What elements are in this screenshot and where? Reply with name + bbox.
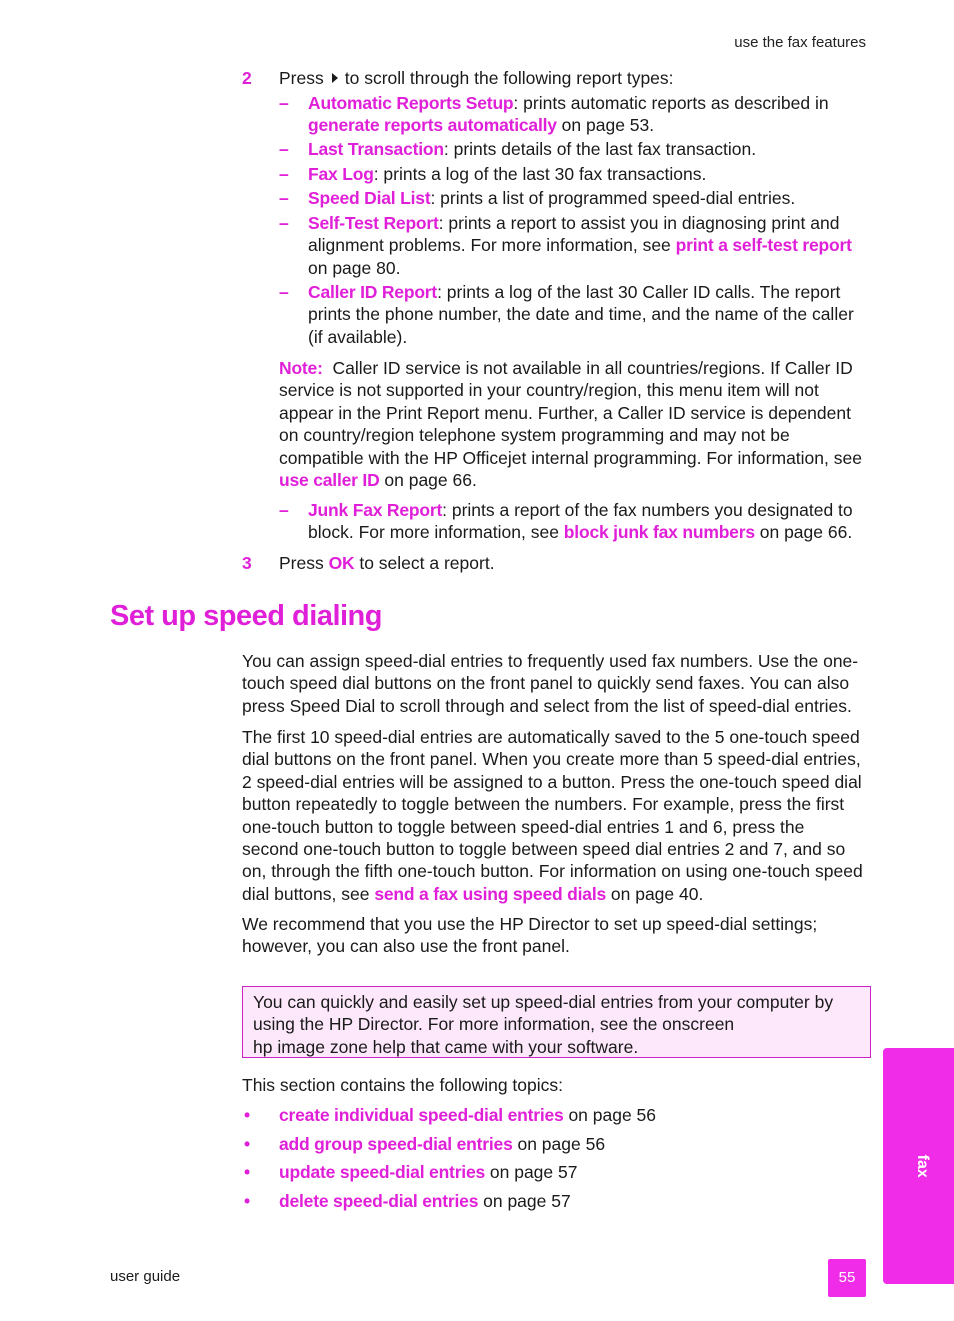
- step-number-2: 2: [242, 68, 252, 88]
- page-ref: on page 53.: [556, 115, 655, 136]
- step-2-rest: to scroll through the following report types:: [344, 68, 674, 88]
- report-name: Self-Test Report: [308, 213, 439, 233]
- bullet-dot: •: [244, 1190, 251, 1211]
- dash-bullet: –: [279, 139, 289, 159]
- report-name: Automatic Reports Setup: [308, 93, 514, 113]
- link-add-group-entries[interactable]: add group speed-dial entries: [279, 1133, 513, 1154]
- dash-bullet: –: [279, 213, 289, 233]
- page-ref: on page 66.: [379, 470, 477, 491]
- link-block-junk-fax[interactable]: block junk fax numbers: [563, 522, 755, 543]
- step-3-rest: to select a report.: [359, 553, 495, 573]
- page-ref: on page 56: [563, 1105, 657, 1125]
- paragraph-2-text: The first 10 speed-dial entries are automatically saved to the 5 one-touch speed dial buttons on the front panel. When you create more than 5 speed-dial entries, 2 speed-dial entries will be assigned to a button. Press the one-touch speed dial button repeatedly to toggle between the numbers. For example, press the first one-touch button to toggle between speed-dial entries 1 and 6, press the second one-touch button to toggle between speed dial entries 2 and 7, and so on, through the fifth one-touch button. For information on using one-touch speed dial buttons, see: [242, 727, 863, 904]
- page-ref: on page 66.: [754, 522, 853, 543]
- step-2-press: Press: [279, 68, 324, 88]
- bullet-dot: •: [244, 1162, 251, 1182]
- report-name: Fax Log: [308, 164, 374, 184]
- page-number: 55: [828, 1259, 866, 1297]
- report-name: Caller ID Report: [308, 282, 438, 302]
- page-ref: on page 40.: [606, 883, 704, 904]
- paragraph-2: [242, 726, 864, 905]
- report-desc: : prints a report of the fax numbers you designated to block. For more information, see: [308, 500, 853, 543]
- paragraph-1: You can assign speed-dial entries to frequently used fax numbers. Use the one-touch speed dial buttons on the front panel to quickly send faxes. You can also press Speed Dial to scroll through and select from the list of speed-dial entries.: [242, 651, 859, 716]
- list-item: [242, 1133, 842, 1162]
- bullet-dot: •: [244, 1133, 251, 1154]
- page-ref: on page 57: [485, 1162, 578, 1182]
- step-3-text: [279, 552, 495, 574]
- topics-list: [242, 1104, 842, 1218]
- link-delete-entries[interactable]: delete speed-dial entries: [279, 1190, 479, 1211]
- link-generate-reports[interactable]: generate reports automatically: [308, 115, 557, 136]
- dash-bullet: –: [279, 164, 289, 184]
- list-item: [242, 1190, 842, 1219]
- bullet-dot: •: [244, 1105, 251, 1125]
- report-name: Speed Dial List: [308, 188, 431, 208]
- dash-bullet: –: [279, 282, 289, 302]
- chapter-tab-label: fax: [913, 1154, 931, 1178]
- report-name: Junk Fax Report: [308, 500, 443, 520]
- step-3-press: Press: [279, 553, 324, 573]
- link-create-entries[interactable]: create individual speed-dial entries: [279, 1105, 564, 1125]
- report-desc: : prints automatic reports as described in: [513, 93, 829, 113]
- step-number-3: 3: [242, 553, 252, 573]
- note-text: Caller ID service is not available in all countries/regions. If Caller ID service is not supported in your country/region, this menu item will not appear in the Print Report menu. Further, a Caller ID service is dependent on country/region telephone system programming and may not be compatible with the HP Officejet internal programming. For information, see: [279, 358, 862, 468]
- dash-bullet: –: [279, 500, 289, 520]
- report-desc: : prints a log of the last 30 Caller ID calls. The report prints the phone number, the date and time, and the name of the caller (if available).: [308, 282, 854, 347]
- report-item-junk-fax: [279, 499, 864, 544]
- link-self-test-report[interactable]: print a self-test report: [675, 235, 852, 256]
- section-title: Set up speed dialing: [110, 600, 382, 632]
- tip-line-3: hp image zone help that came with your software.: [253, 1036, 639, 1057]
- tip-line-1: You can quickly and easily set up speed-dial entries from your computer by: [253, 992, 834, 1012]
- report-desc: : prints a report to assist you in diagnosing print and alignment problems. For more information, see: [308, 213, 840, 256]
- note-label: Note:: [279, 358, 323, 378]
- page-ref: on page 57: [478, 1190, 571, 1211]
- step-2-text: [279, 67, 674, 89]
- report-desc: : prints a log of the last 30 fax transactions.: [373, 164, 707, 184]
- paragraph-3: We recommend that you use the HP Director to set up speed-dial settings; however, you can also use the front panel.: [242, 914, 818, 957]
- report-name: Last Transaction: [308, 139, 444, 159]
- ok-button-label: OK: [328, 553, 355, 573]
- report-desc: : prints details of the last fax transaction.: [443, 139, 757, 159]
- report-item-speed-dial-list: [279, 187, 864, 209]
- right-arrow-icon: [332, 73, 338, 83]
- report-item-automatic: [279, 92, 864, 137]
- tip-box: [242, 986, 871, 1058]
- caller-id-note: [279, 357, 864, 491]
- link-use-caller-id[interactable]: use caller ID: [279, 470, 380, 491]
- report-item-fax-log: [279, 163, 864, 185]
- page-ref: on page 80.: [308, 257, 401, 278]
- report-item-caller-id: [279, 281, 864, 348]
- link-send-fax-speed-dials[interactable]: send a fax using speed dials: [374, 883, 607, 904]
- dash-bullet: –: [279, 188, 289, 208]
- footer-title: user guide: [110, 1268, 181, 1285]
- list-item: [242, 1161, 842, 1190]
- report-item-self-test: [279, 212, 864, 279]
- report-desc: : prints a list of programmed speed-dial entries.: [430, 188, 796, 208]
- topics-intro: This section contains the following topics:: [242, 1075, 563, 1095]
- link-update-entries[interactable]: update speed-dial entries: [279, 1162, 486, 1182]
- tip-line-2: using the HP Director. For more information, see the onscreen: [253, 1014, 735, 1035]
- page-ref: on page 56: [512, 1133, 606, 1154]
- running-header: use the fax features: [734, 34, 866, 51]
- dash-bullet: –: [279, 93, 289, 113]
- list-item: [242, 1104, 842, 1133]
- report-item-last-transaction: [279, 138, 864, 160]
